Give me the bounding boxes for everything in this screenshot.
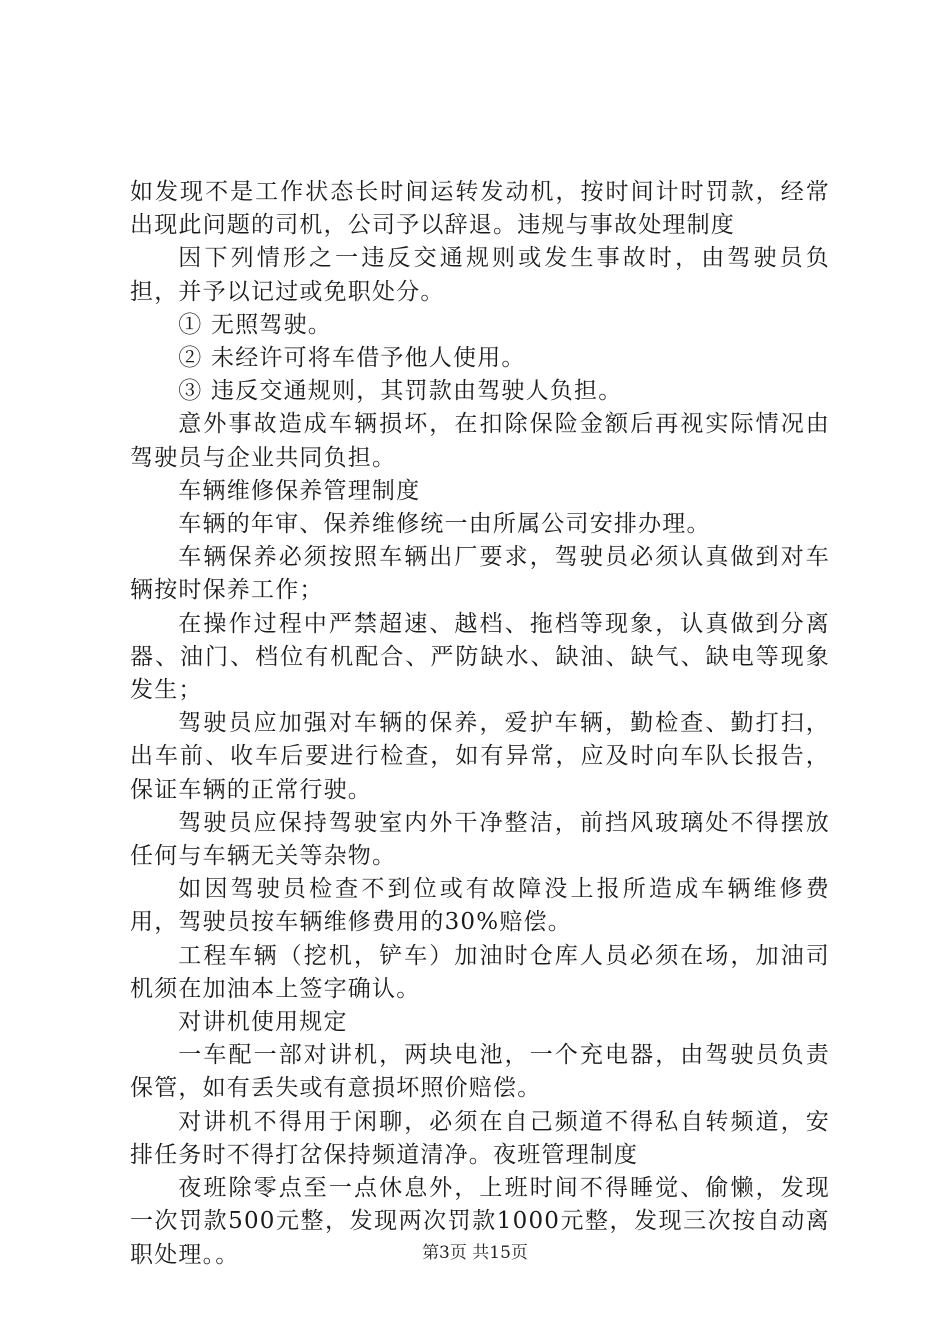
paragraph: 如因驾驶员检查不到位或有故障没上报所造成车辆维修费用，驾驶员按车辆维修费用的30%赔偿。	[130, 876, 830, 936]
paragraph: 意外事故造成车辆损坏，在扣除保险金额后再视实际情况由驾驶员与企业共同负担。	[130, 411, 830, 471]
paragraph: 驾驶员应加强对车辆的保养，爱护车辆，勤检查、勤打扫，出车前、收车后要进行检查，如有异常，应及时向车队长报告，保证车辆的正常行驶。	[130, 710, 830, 803]
paragraph: 夜班除零点至一点休息外，上班时间不得睡觉、偷懒，发现一次罚款500元整，发现两次罚款1000元整，发现三次按自动离职处理。。	[130, 1175, 830, 1268]
paragraph: 车辆的年审、保养维修统一由所属公司安排办理。	[178, 511, 711, 538]
page-number-footer: 第3页 共15页	[422, 1243, 528, 1263]
list-item: ② 未经许可将车借予他人使用。	[178, 345, 526, 372]
paragraph: 驾驶员应保持驾驶室内外干净整洁，前挡风玻璃处不得摆放任何与车辆无关等杂物。	[130, 809, 830, 870]
list-item: ③ 违反交通规则，其罚款由驾驶人负担。	[178, 378, 623, 405]
paragraph: 对讲机不得用于闲聊，必须在自己频道不得私自转频道，安排任务时不得打岔保持频道清净。夜班管理制度	[130, 1108, 830, 1168]
paragraph: 因下列情形之一违反交通规则或发生事故时，由驾驶员负担，并予以记过或免职处分。	[130, 245, 830, 305]
paragraph: 车辆保养必须按照车辆出厂要求，驾驶员必须认真做到对车辆按时保养工作；	[130, 544, 830, 604]
list-item: ① 无照驾驶。	[178, 311, 333, 338]
section-heading: 车辆维修保养管理制度	[178, 477, 421, 504]
paragraph: 如发现不是工作状态长时间运转发动机，按时间计时罚款，经常出现此问题的司机，公司予以辞退。违规与事故处理制度	[130, 179, 830, 239]
section-heading: 对讲机使用规定	[178, 1009, 348, 1036]
paragraph: 工程车辆（挖机，铲车）加油时仓库人员必须在场，加油司机须在加油本上签字确认。	[130, 942, 830, 1002]
document-body	[130, 176, 830, 1272]
paragraph: 一车配一部对讲机，两块电池，一个充电器，由驾驶员负责保管，如有丢失或有意损坏照价赔偿。	[130, 1042, 830, 1102]
paragraph: 在操作过程中严禁超速、越档、拖档等现象，认真做到分离器、油门、档位有机配合、严防缺水、缺油、缺气、缺电等现象发生；	[130, 610, 830, 704]
